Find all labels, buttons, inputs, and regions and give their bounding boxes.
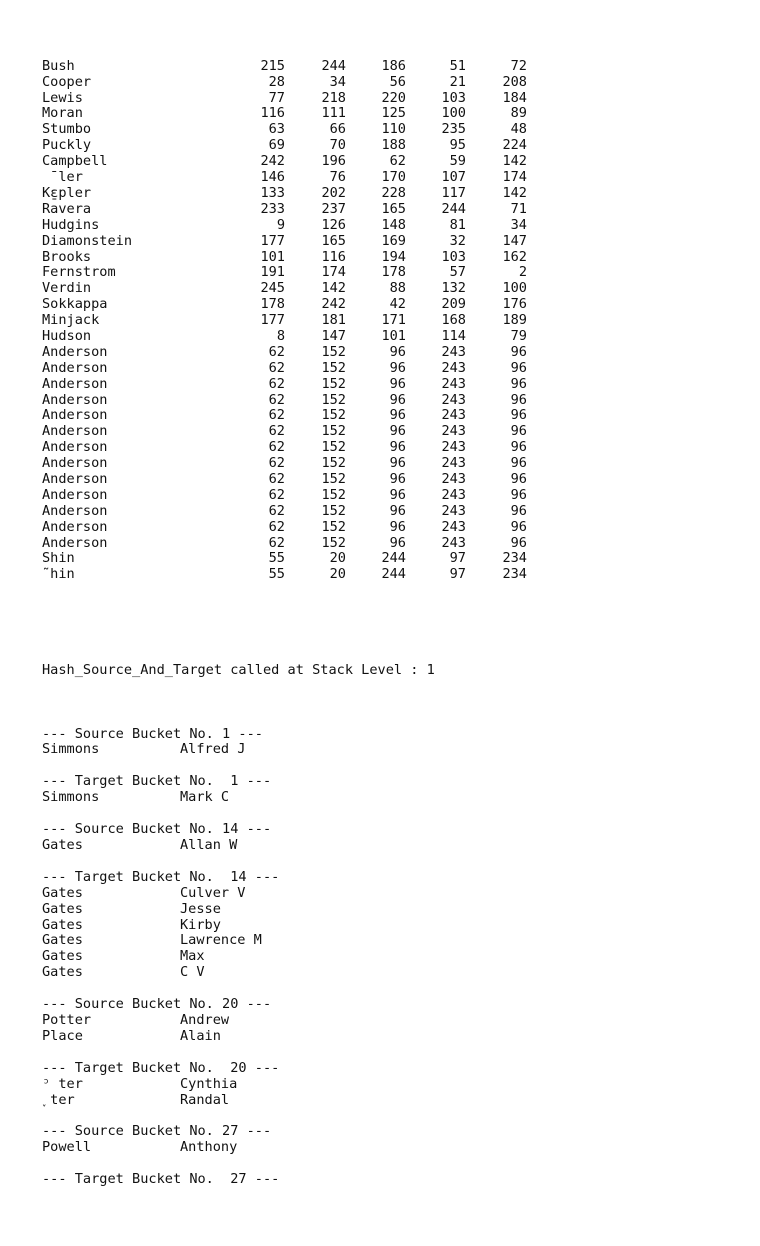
row-value: 176	[502, 296, 527, 313]
table-row	[42, 504, 742, 520]
row-value: 242	[260, 153, 285, 170]
row-value: 55	[268, 566, 285, 583]
row-value: 56	[389, 73, 406, 90]
row-value: 148	[381, 216, 406, 233]
row-value: 72	[510, 57, 527, 74]
row-value: 101	[260, 248, 285, 265]
row-value: 62	[268, 470, 285, 487]
row-value: 234	[502, 566, 527, 583]
table-row	[42, 202, 742, 218]
table-row	[42, 472, 742, 488]
first-name: Kirby	[180, 916, 221, 933]
table-row	[42, 59, 742, 75]
bucket-header: --- Target Bucket No. 20 ---	[42, 1059, 280, 1076]
row-value: 152	[321, 502, 346, 519]
row-value: 96	[389, 486, 406, 503]
row-value: 96	[389, 534, 406, 551]
row-value: 116	[321, 248, 346, 265]
row-value: 170	[381, 169, 406, 186]
row-name: Ravera	[42, 200, 92, 217]
bucket-entry	[42, 1029, 742, 1045]
row-value: 152	[321, 486, 346, 503]
row-name: Anderson	[42, 534, 108, 551]
row-value: 215	[260, 57, 285, 74]
row-name: Anderson	[42, 502, 108, 519]
row-value: 96	[510, 470, 527, 487]
last-name: Place	[42, 1027, 83, 1044]
row-value: 96	[389, 343, 406, 360]
row-value: 2	[518, 264, 527, 281]
row-value: 147	[502, 232, 527, 249]
row-name: Hudson	[42, 327, 92, 344]
table-row	[42, 297, 742, 313]
row-name: Anderson	[42, 359, 108, 376]
row-value: 79	[510, 327, 527, 344]
row-value: 62	[268, 534, 285, 551]
row-value: 62	[268, 343, 285, 360]
row-value: 244	[441, 200, 466, 217]
row-value: 96	[510, 439, 527, 456]
row-value: 126	[321, 216, 346, 233]
row-name: ˜hin	[42, 566, 75, 583]
row-value: 62	[268, 407, 285, 424]
row-value: 174	[321, 264, 346, 281]
row-value: 152	[321, 470, 346, 487]
row-value: 97	[449, 566, 466, 583]
row-value: 66	[329, 121, 346, 138]
row-name: Minjack	[42, 312, 100, 329]
row-value: 62	[268, 439, 285, 456]
table-row	[42, 218, 742, 234]
row-value: 194	[381, 248, 406, 265]
row-value: 96	[389, 455, 406, 472]
row-value: 177	[260, 232, 285, 249]
row-value: 96	[389, 502, 406, 519]
row-value: 103	[441, 248, 466, 265]
row-value: 96	[510, 534, 527, 551]
bucket-entry	[42, 949, 742, 965]
first-name: Mark C	[180, 789, 230, 806]
row-value: 96	[389, 423, 406, 440]
row-name: Puckly	[42, 137, 92, 154]
row-value: 62	[268, 486, 285, 503]
row-value: 96	[389, 391, 406, 408]
row-value: 132	[441, 280, 466, 297]
table-row	[42, 551, 742, 567]
table-row	[42, 265, 742, 281]
first-name: Anthony	[180, 1139, 238, 1156]
row-value: 96	[510, 423, 527, 440]
row-name: Anderson	[42, 423, 108, 440]
row-value: 133	[260, 184, 285, 201]
table-row	[42, 75, 742, 91]
last-name: Potter	[42, 1012, 92, 1028]
table-row	[42, 536, 742, 552]
table-row	[42, 361, 742, 377]
row-value: 116	[260, 105, 285, 122]
first-name: Jesse	[180, 900, 221, 917]
table-row	[42, 329, 742, 345]
first-name: Max	[180, 948, 205, 965]
bucket-entry	[42, 918, 742, 934]
bucket-entry	[42, 790, 742, 806]
row-value: 142	[321, 280, 346, 297]
row-name: Hudgins	[42, 216, 100, 233]
table-row	[42, 456, 742, 472]
row-value: 202	[321, 184, 346, 201]
table-row	[42, 424, 742, 440]
row-value: 48	[510, 121, 527, 138]
last-name: Simmons	[42, 741, 100, 758]
row-value: 243	[441, 455, 466, 472]
table-row	[42, 186, 742, 202]
row-value: 20	[329, 566, 346, 583]
row-name: Anderson	[42, 407, 108, 424]
last-name: Gates	[42, 836, 83, 853]
row-value: 96	[389, 407, 406, 424]
row-value: 42	[389, 296, 406, 313]
row-value: 152	[321, 423, 346, 440]
bucket-header: --- Source Bucket No. 1 ---	[42, 725, 263, 742]
table-row	[42, 106, 742, 122]
table-row	[42, 440, 742, 456]
row-value: 209	[441, 296, 466, 313]
last-name: Gates	[42, 932, 83, 949]
row-value: 81	[449, 216, 466, 233]
table-row	[42, 234, 742, 250]
table-row	[42, 488, 742, 504]
row-value: 191	[260, 264, 285, 281]
row-value: 96	[389, 518, 406, 535]
row-value: 244	[381, 566, 406, 583]
row-value: 88	[389, 280, 406, 297]
bucket-entry	[42, 1077, 742, 1093]
row-value: 152	[321, 343, 346, 360]
row-value: 243	[441, 470, 466, 487]
row-value: 57	[449, 264, 466, 281]
table-row	[42, 393, 742, 409]
row-name: Anderson	[42, 518, 108, 535]
row-name: Verdin	[42, 280, 92, 297]
row-value: 237	[321, 200, 346, 217]
row-value: 63	[268, 121, 285, 138]
row-value: 62	[389, 153, 406, 170]
row-value: 174	[502, 169, 527, 186]
table-row	[42, 154, 742, 170]
row-value: 96	[510, 375, 527, 392]
row-value: 100	[441, 105, 466, 122]
cutoff-line	[42, 1220, 742, 1230]
row-value: 152	[321, 359, 346, 376]
row-value: 220	[381, 89, 406, 106]
table-row	[42, 281, 742, 297]
row-value: 62	[268, 518, 285, 535]
row-value: 62	[268, 455, 285, 472]
last-name: ᵓ ter	[42, 1075, 83, 1092]
row-name: Anderson	[42, 375, 108, 392]
row-name: Brooks	[42, 248, 92, 265]
row-value: 243	[441, 391, 466, 408]
row-name: Campbell	[42, 153, 108, 170]
row-value: 244	[321, 57, 346, 74]
row-value: 96	[510, 502, 527, 519]
row-name: Anderson	[42, 343, 108, 360]
row-name: Cooper	[42, 73, 92, 90]
row-name: Anderson	[42, 391, 108, 408]
row-value: 70	[329, 137, 346, 154]
row-value: 62	[268, 359, 285, 376]
table-row	[42, 345, 742, 361]
table-row	[42, 250, 742, 266]
row-value: 103	[441, 89, 466, 106]
row-value: 243	[441, 502, 466, 519]
row-value: 96	[389, 439, 406, 456]
row-name: Diamonstein	[42, 232, 133, 249]
row-value: 34	[510, 216, 527, 233]
row-name: Anderson	[42, 470, 108, 487]
row-name: Anderson	[42, 455, 108, 472]
row-name: Fernstrom	[42, 264, 116, 281]
last-name: Powell	[42, 1139, 92, 1156]
first-name: Allan W	[180, 836, 238, 853]
last-name: Gates	[42, 964, 83, 981]
row-value: 96	[389, 359, 406, 376]
row-value: 208	[502, 73, 527, 90]
bucket-header: --- Source Bucket No. 14 ---	[42, 821, 272, 838]
row-name: Bush	[42, 57, 75, 74]
row-value: 20	[329, 550, 346, 567]
row-value: 245	[260, 280, 285, 297]
row-value: 9	[276, 216, 285, 233]
row-value: 114	[441, 327, 466, 344]
bucket-entry	[42, 1013, 742, 1029]
row-value: 243	[441, 407, 466, 424]
table-row	[42, 520, 742, 536]
table-row	[42, 138, 742, 154]
row-value: 152	[321, 439, 346, 456]
row-name: Anderson	[42, 486, 108, 503]
first-name: Lawrence M	[180, 932, 262, 949]
first-name: Alfred J	[180, 741, 246, 758]
row-value: 177	[260, 312, 285, 329]
row-value: 117	[441, 184, 466, 201]
last-name: Gates	[42, 900, 83, 917]
row-value: 69	[268, 137, 285, 154]
bucket-entry	[42, 902, 742, 918]
row-name: Kɛ̱pler	[42, 184, 92, 201]
row-value: 218	[321, 89, 346, 106]
row-value: 125	[381, 105, 406, 122]
row-value: 188	[381, 137, 406, 154]
table-row	[42, 170, 742, 186]
table-row	[42, 91, 742, 107]
data-table	[42, 59, 742, 583]
row-value: 34	[329, 73, 346, 90]
last-name: Gates	[42, 948, 83, 965]
first-name: C V	[180, 964, 205, 981]
row-name: Shin	[42, 550, 75, 567]
row-value: 243	[441, 375, 466, 392]
row-value: 142	[502, 153, 527, 170]
row-value: 243	[441, 359, 466, 376]
first-name: Culver V	[180, 884, 246, 901]
row-value: 243	[441, 486, 466, 503]
row-value: 162	[502, 248, 527, 265]
row-value: 243	[441, 534, 466, 551]
first-name: Randal	[180, 1091, 230, 1108]
row-value: 21	[449, 73, 466, 90]
table-row	[42, 377, 742, 393]
bucket-entry	[42, 838, 742, 854]
row-value: 96	[389, 375, 406, 392]
bucket-entry	[42, 886, 742, 902]
row-name: Anderson	[42, 439, 108, 456]
row-value: 107	[441, 169, 466, 186]
printout-page	[42, 27, 742, 1246]
last-name: ˯ter	[42, 1091, 75, 1108]
row-value: 62	[268, 423, 285, 440]
row-value: 32	[449, 232, 466, 249]
first-name: Cynthia	[180, 1075, 238, 1092]
first-name: Alain	[180, 1027, 221, 1044]
row-value: 95	[449, 137, 466, 154]
row-value: 59	[449, 153, 466, 170]
table-row	[42, 313, 742, 329]
row-value: 168	[441, 312, 466, 329]
bucket-header: --- Target Bucket No. 1 ---	[42, 773, 272, 790]
row-value: 96	[510, 486, 527, 503]
last-name: Gates	[42, 884, 83, 901]
bucket-entry	[42, 742, 742, 758]
row-value: 101	[381, 327, 406, 344]
row-value: 62	[268, 375, 285, 392]
row-value: 100	[502, 280, 527, 297]
bucket-entry	[42, 965, 742, 981]
last-name: Simmons	[42, 789, 100, 806]
row-value: 62	[268, 502, 285, 519]
row-name: Sokkappa	[42, 296, 108, 313]
row-value: 96	[510, 518, 527, 535]
row-value: 110	[381, 121, 406, 138]
row-name: Lewis	[42, 89, 83, 106]
bucket-entry	[42, 1140, 742, 1156]
row-value: 171	[381, 312, 406, 329]
row-value: 96	[510, 391, 527, 408]
row-value: 178	[260, 296, 285, 313]
bucket-entry	[42, 1093, 742, 1109]
row-value: 243	[441, 423, 466, 440]
row-value: 228	[381, 184, 406, 201]
row-value: 178	[381, 264, 406, 281]
row-value: 146	[260, 169, 285, 186]
row-value: 165	[321, 232, 346, 249]
row-value: 189	[502, 312, 527, 329]
row-value: 62	[268, 391, 285, 408]
row-value: 111	[321, 105, 346, 122]
row-name: ˉler	[42, 169, 83, 186]
row-value: 97	[449, 550, 466, 567]
row-value: 244	[381, 550, 406, 567]
row-value: 235	[441, 121, 466, 138]
bucket-entry	[42, 933, 742, 949]
last-name: Gates	[42, 916, 83, 933]
table-row	[42, 408, 742, 424]
row-value: 89	[510, 105, 527, 122]
row-value: 242	[321, 296, 346, 313]
row-value: 96	[510, 455, 527, 472]
first-name: Andrew	[180, 1012, 230, 1028]
bucket-listing	[42, 711, 742, 1189]
row-value: 152	[321, 534, 346, 551]
row-value: 77	[268, 89, 285, 106]
row-value: 234	[502, 550, 527, 567]
row-value: 181	[321, 312, 346, 329]
row-value: 55	[268, 550, 285, 567]
table-row	[42, 122, 742, 138]
bucket-header: --- Source Bucket No. 27 ---	[42, 1123, 272, 1140]
row-value: 184	[502, 89, 527, 106]
row-name: Stumbo	[42, 121, 92, 138]
bucket-header: --- Source Bucket No. 20 ---	[42, 996, 272, 1013]
row-value: 51	[449, 57, 466, 74]
table-row	[42, 567, 742, 583]
row-value: 96	[510, 343, 527, 360]
bucket-header: --- Target Bucket No. 14 ---	[42, 868, 280, 885]
row-value: 152	[321, 518, 346, 535]
row-value: 169	[381, 232, 406, 249]
row-value: 196	[321, 153, 346, 170]
row-value: 96	[510, 359, 527, 376]
row-value: 96	[389, 470, 406, 487]
row-value: 243	[441, 343, 466, 360]
row-value: 152	[321, 391, 346, 408]
row-value: 8	[276, 327, 285, 344]
bucket-header: --- Target Bucket No. 27 ---	[42, 1171, 280, 1188]
hash-status-line: Hash_Source_And_Target called at Stack Level : 1	[42, 661, 435, 678]
row-name: Moran	[42, 105, 83, 122]
row-value: 233	[260, 200, 285, 217]
row-value: 96	[510, 407, 527, 424]
row-value: 165	[381, 200, 406, 217]
row-value: 152	[321, 455, 346, 472]
row-value: 147	[321, 327, 346, 344]
row-value: 243	[441, 439, 466, 456]
row-value: 152	[321, 407, 346, 424]
row-value: 76	[329, 169, 346, 186]
row-value: 186	[381, 57, 406, 74]
row-value: 152	[321, 375, 346, 392]
row-value: 28	[268, 73, 285, 90]
row-value: 224	[502, 137, 527, 154]
row-value: 142	[502, 184, 527, 201]
row-value: 71	[510, 200, 527, 217]
row-value: 243	[441, 518, 466, 535]
